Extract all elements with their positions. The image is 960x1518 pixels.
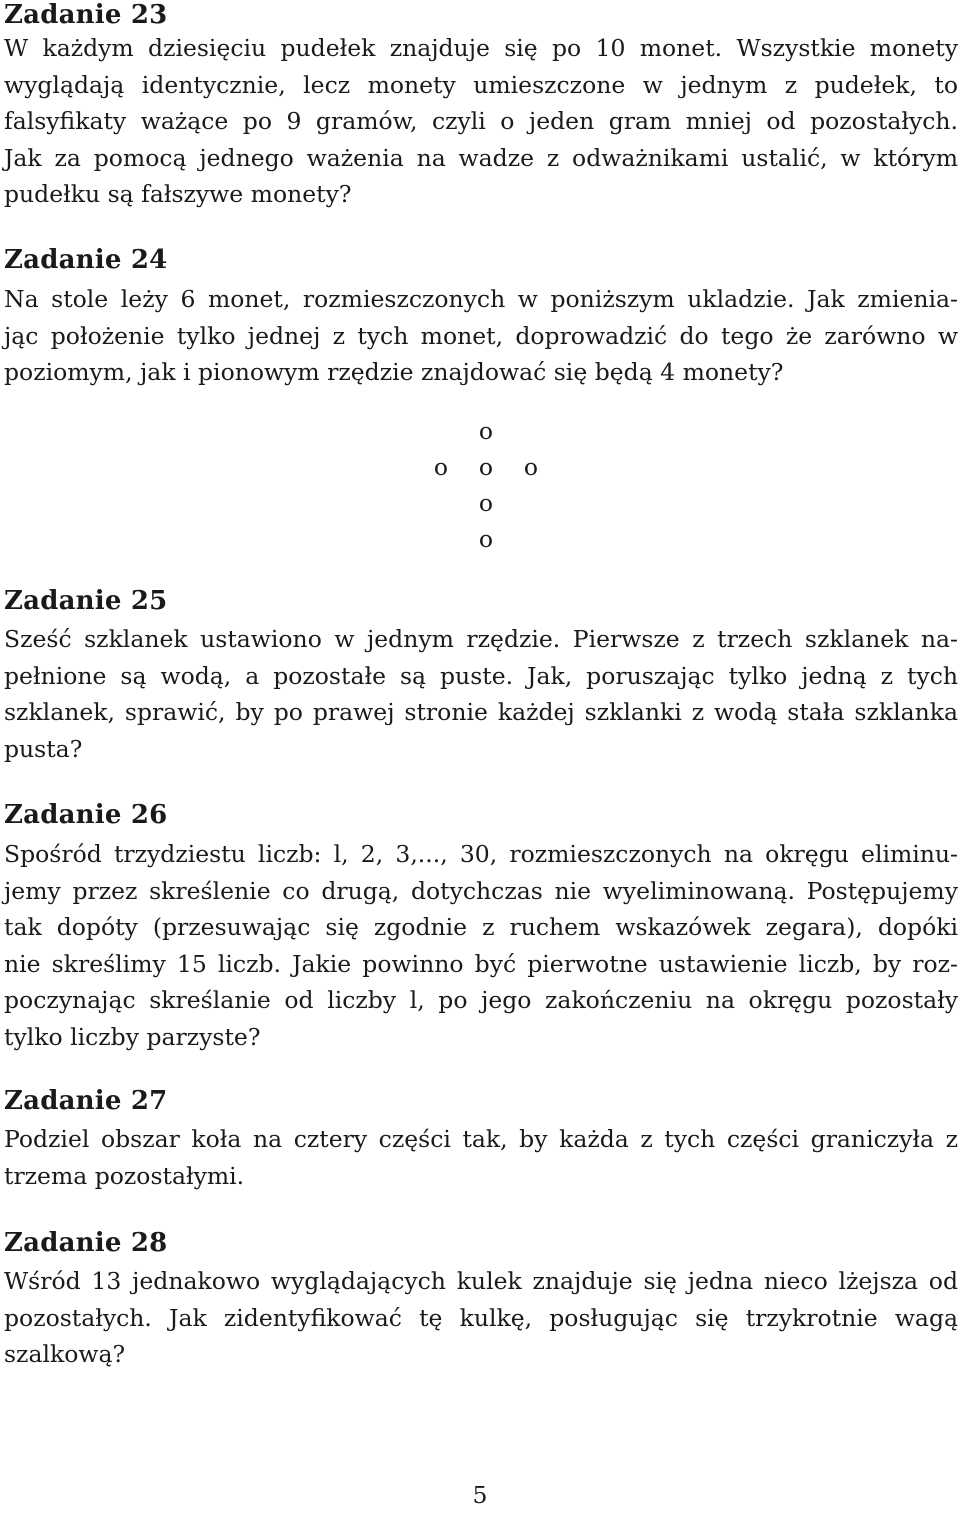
page-number: 5 xyxy=(472,1481,488,1509)
coin-lower: o xyxy=(478,489,494,517)
task-25-heading: Zadanie 25 xyxy=(4,586,168,616)
text-line: jąc położenie tylko jednej z tych monet, doprowadzić do tego że zarówno w xyxy=(4,321,958,350)
task-23-text xyxy=(4,30,958,213)
text-line: Podziel obszar koła na cztery części tak, by każda z tych części graniczyła z xyxy=(4,1125,958,1153)
text-line: pełnione są wodą, a pozostałe są puste. Jak, poruszając tylko jedną z tych xyxy=(4,661,958,690)
task-24-text xyxy=(4,281,958,391)
coin-top: o xyxy=(478,417,494,445)
text-line: szalkową? xyxy=(4,1340,126,1368)
task-25-text xyxy=(4,621,958,767)
text-line: Spośród trzydziestu liczb: l, 2, 3,..., 30, rozmieszczonych na okręgu eliminu- xyxy=(4,840,958,868)
text-line: jemy przez skreślenie co drugą, dotychczas nie wyeliminowaną. Postępujemy xyxy=(4,876,958,905)
task-23-heading: Zadanie 23 xyxy=(4,0,168,30)
task-27-heading: Zadanie 27 xyxy=(4,1086,168,1116)
task-27-text xyxy=(4,1121,958,1194)
text-line: wyglądają identycznie, lecz monety umieszczone w jednym z pudełek, to xyxy=(4,70,958,99)
text-line: tylko liczby parzyste? xyxy=(4,1022,261,1051)
text-line: poczynając skreślanie od liczby l, po jego zakończeniu na okręgu pozostały xyxy=(4,986,958,1014)
text-line: Na stole leży 6 monet, rozmieszczonych w poniższym ukladzie. Jak zmienia- xyxy=(4,285,958,313)
text-line: szklanek, sprawić, by po prawej stronie każdej szklanki z wodą stała szklanka xyxy=(4,698,958,726)
coin-center: o xyxy=(478,453,494,481)
text-line: pudełku są fałszywe monety? xyxy=(4,180,352,208)
text-line: falsyfikaty ważące po 9 gramów, czyli o jeden gram mniej od pozostałych. xyxy=(4,107,958,135)
coin-bottom: o xyxy=(478,525,494,553)
text-line: pozostałych. Jak zidentyfikować tę kulkę, posługując się trzykrotnie wagą xyxy=(4,1303,958,1332)
text-line: poziomym, jak i pionowym rzędzie znajdować się będą 4 monety? xyxy=(4,358,784,386)
coin-arrangement xyxy=(4,410,958,560)
text-line: Wśród 13 jednakowo wyglądających kulek znajduje się jedna nieco lżejsza od xyxy=(4,1267,958,1295)
task-24-heading: Zadanie 24 xyxy=(4,245,168,275)
text-line: Sześć szklanek ustawiono w jednym rzędzie. Pierwsze z trzech szklanek na- xyxy=(4,625,958,653)
task-28-text xyxy=(4,1263,958,1373)
coin-right: o xyxy=(523,453,539,481)
text-line: nie skreślimy 15 liczb. Jakie powinno być pierwotne ustawienie liczb, by roz- xyxy=(4,949,958,978)
text-line: Jak za pomocą jednego ważenia na wadze z odważnikami ustalić, w którym xyxy=(4,143,958,172)
task-28-heading: Zadanie 28 xyxy=(4,1228,168,1258)
text-line: tak dopóty (przesuwając się zgodnie z ruchem wskazówek zegara), dopóki xyxy=(4,913,958,941)
task-26-heading: Zadanie 26 xyxy=(4,800,168,830)
coin-left: o xyxy=(433,453,449,481)
task-26-text xyxy=(4,836,958,1055)
text-line: trzema pozostałymi. xyxy=(4,1161,245,1190)
text-line: pusta? xyxy=(4,734,83,763)
text-line: W każdym dziesięciu pudełek znajduje się po 10 monet. Wszystkie monety xyxy=(4,34,958,62)
